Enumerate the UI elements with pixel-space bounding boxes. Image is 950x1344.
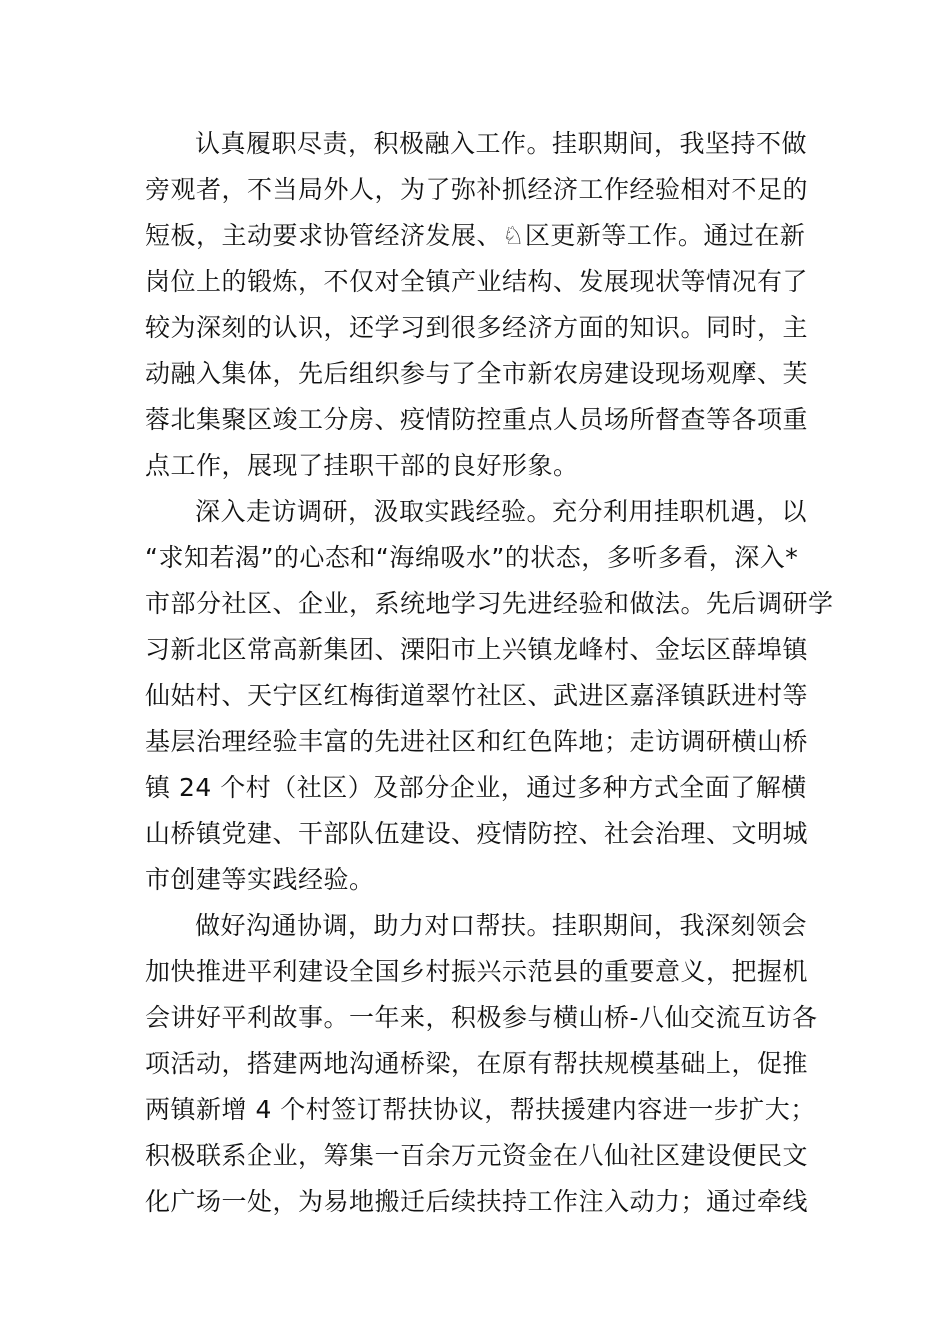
paragraph-1-line-1: 认真履职尽责，积极融入工作。挂职期间，我坚持不做 [195, 129, 808, 158]
paragraph-2-line-9: 市创建等实践经验。 [145, 865, 375, 894]
paragraph-1-line-5: 较为深刻的认识，还学习到很多经济方面的知识。同时，主 [145, 313, 809, 342]
paragraph-3-line-3: 会讲好平利故事。一年来，积极参与横山桥-八仙交流互访各 [145, 1003, 818, 1032]
paragraph-3-line-2: 加快推进平利建设全国乡村振兴示范县的重要意义，把握机 [145, 957, 809, 986]
paragraph-1-line-7: 蓉北集聚区竣工分房、疫情防控重点人员场所督查等各项重 [145, 405, 809, 434]
paragraph-2-line-7: 镇 24 个村（社区）及部分企业，通过多种方式全面了解横 [145, 773, 807, 802]
paragraph-2-line-1: 深入走访调研，汲取实践经验。充分利用挂职机遇，以 [195, 497, 808, 526]
paragraph-2-line-2: “求知若渴”的心态和“海绵吸水”的状态，多听多看，深入* [145, 543, 799, 572]
paragraph-1-line-3: 短板，主动要求协管经济发展、♘区更新等工作。通过在新 [145, 221, 806, 250]
paragraph-2-line-8: 山桥镇党建、干部队伍建设、疫情防控、社会治理、文明城 [145, 819, 809, 848]
paragraph-1-line-8: 点工作，展现了挂职干部的良好形象。 [145, 451, 579, 480]
paragraph-2-line-5: 仙姑村、天宁区红梅街道翠竹社区、武进区嘉泽镇跃进村等 [145, 681, 809, 710]
paragraph-3-line-1: 做好沟通协调，助力对口帮扶。挂职期间，我深刻领会 [195, 911, 808, 940]
paragraph-2-line-3: 市部分社区、企业，系统地学习先进经验和做法。先后调研学 [145, 589, 834, 618]
paragraph-3-line-6: 积极联系企业，筹集一百余万元资金在八仙社区建设便民文 [145, 1141, 809, 1170]
paragraph-2-line-4: 习新北区常高新集团、溧阳市上兴镇龙峰村、金坛区薛埠镇 [145, 635, 809, 664]
paragraph-3-line-7: 化广场一处，为易地搬迁后续扶持工作注入动力；通过牵线 [145, 1187, 809, 1216]
paragraph-1-line-4: 岗位上的锻炼，不仅对全镇产业结构、发展现状等情况有了 [145, 267, 809, 296]
paragraph-3-line-5: 两镇新增 4 个村签订帮扶协议，帮扶援建内容进一步扩大； [145, 1095, 816, 1124]
paragraph-2-line-6: 基层治理经验丰富的先进社区和红色阵地；走访调研横山桥 [145, 727, 809, 756]
paragraph-1-line-6: 动融入集体，先后组织参与了全市新农房建设现场观摩、芙 [145, 359, 809, 388]
paragraph-1-line-2: 旁观者，不当局外人，为了弥补抓经济工作经验相对不足的 [145, 175, 809, 204]
paragraph-3-line-4: 项活动，搭建两地沟通桥梁，在原有帮扶规模基础上，促推 [145, 1049, 809, 1078]
